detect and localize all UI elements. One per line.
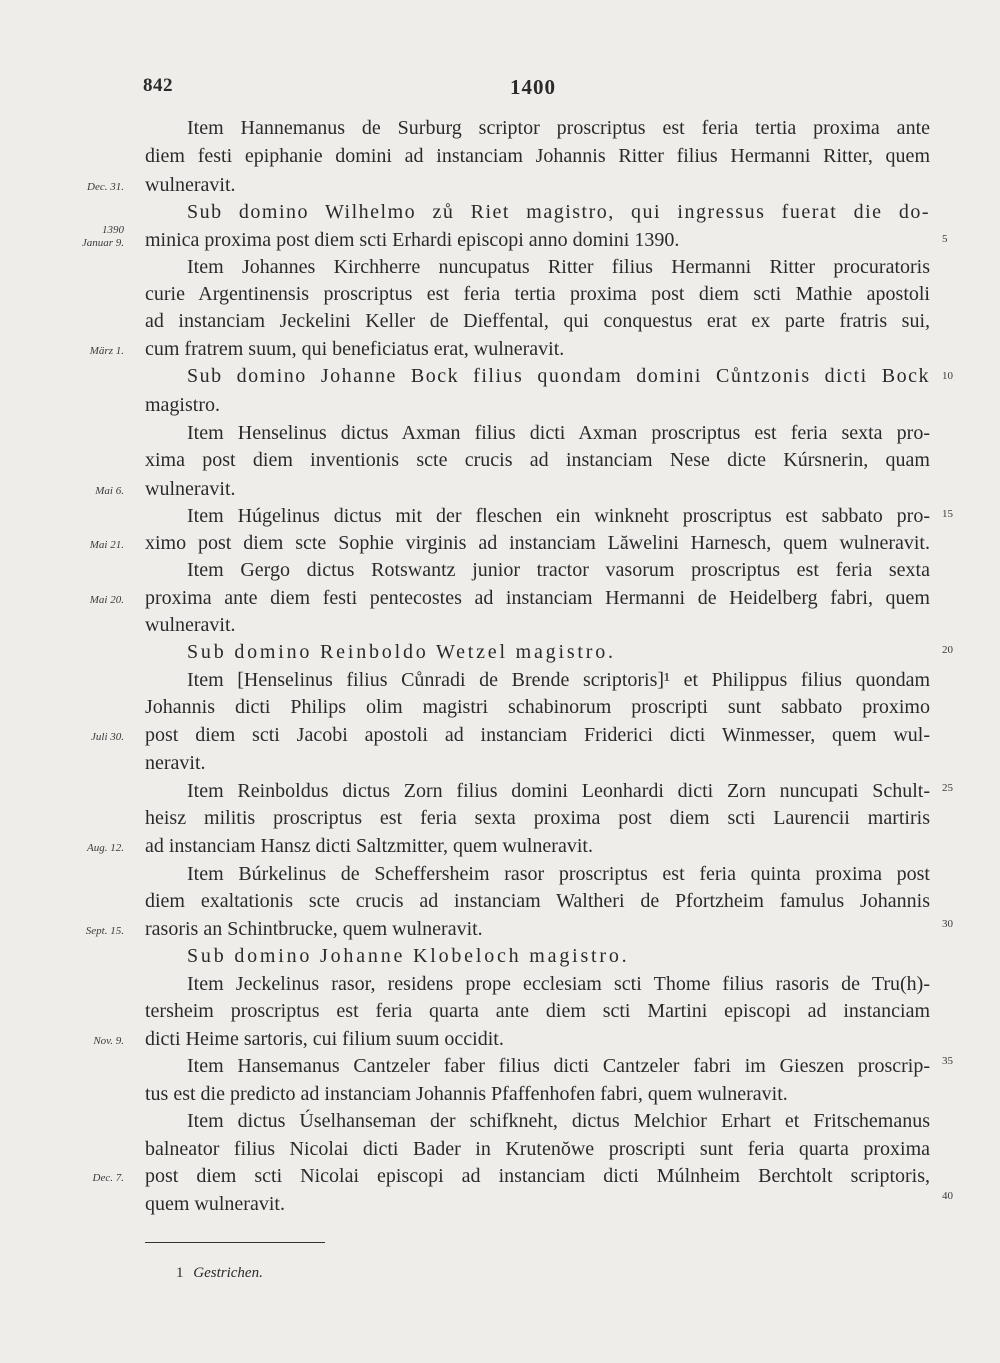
footnote-text: Gestrichen. [193, 1265, 263, 1281]
text-line: minica proxima post diem scti Erhardi episcopi anno domini 1390. [145, 229, 680, 251]
footnote-rule [145, 1242, 325, 1243]
text-line: Item dictus Úselhanseman der schifkneht, dictus Melchior Erhart et Fritschemanus [187, 1110, 930, 1132]
text-line: curie Argentinensis proscriptus est feria tertia proxima post diem scti Mathie apostoli [145, 283, 930, 305]
line-number: 25 [942, 782, 953, 794]
text-line: Item Húgelinus dictus mit der fleschen ein winkneht proscriptus est sabbato pro- [187, 505, 930, 527]
text-line: ad instanciam Hansz dicti Saltzmitter, quem wulneravit. [145, 835, 593, 857]
text-line: Item Gergo dictus Rotswantz junior tractor vasorum proscriptus est feria sexta [187, 559, 930, 581]
footnote [176, 1265, 263, 1282]
text-line: Item Johannes Kirchherre nuncupatus Ritter filius Hermanni Ritter procuratoris [187, 256, 930, 278]
margin-date: Aug. 12. [87, 842, 124, 854]
text-line: Item Reinboldus dictus Zorn filius domini Leonhardi dicti Zorn nuncupati Schult- [187, 780, 930, 802]
line-number: 40 [942, 1190, 953, 1202]
text-line: neravit. [145, 752, 206, 774]
text-line: post diem scti Jacobi apostoli ad instanciam Friderici dicti Winmesser, quem wul- [145, 724, 930, 746]
footnote-mark: 1 [176, 1265, 184, 1281]
text-line: wulneravit. [145, 478, 236, 500]
text-line: cum fratrem suum, qui beneficiatus erat, wulneravit. [145, 338, 565, 360]
text-line: diem exaltationis scte crucis ad instanciam Waltheri de Pfortzheim famulus Johannis [145, 890, 930, 912]
margin-date: Sept. 15. [85, 925, 124, 937]
text-line: proxima ante diem festi pentecostes ad instanciam Hermanni de Heidelberg fabri, quem [145, 587, 930, 609]
line-number: 20 [942, 644, 953, 656]
margin-date: Mai 20. [89, 594, 124, 606]
margin-date: Mai 6. [95, 485, 124, 497]
text-line: Item Hansemanus Cantzeler faber filius dicti Cantzeler fabri im Gieszen proscrip- [187, 1055, 930, 1077]
text-line: heisz militis proscriptus est feria sexta proxima post diem scti Laurencii martiris [145, 807, 930, 829]
text-line: ximo post diem scte Sophie virginis ad instanciam Lăwelini Harnesch, quem wulneravit. [145, 532, 930, 554]
margin-date: Juli 30. [91, 731, 124, 743]
text-line: tus est die predicto ad instanciam Johannis Pfaffenhofen fabri, quem wulneravit. [145, 1083, 788, 1105]
text-line: wulneravit. [145, 614, 236, 636]
page-number: 842 [143, 75, 173, 96]
text-line: magistro. [145, 394, 220, 416]
text-line: Item Hannemanus de Surburg scriptor proscriptus est feria tertia proxima ante [187, 117, 930, 139]
line-number: 5 [942, 233, 948, 245]
magistrate-heading: Sub domino Johanne Bock filius quondam domini Cůntzonis dicti Bock [187, 365, 930, 387]
text-line: quem wulneravit. [145, 1193, 285, 1215]
text-line: Item Jeckelinus rasor, residens prope ecclesiam scti Thome filius rasoris de Tru(h)- [187, 973, 930, 995]
margin-date: Nov. 9. [93, 1035, 124, 1047]
margin-date: Mai 21. [89, 539, 124, 551]
text-line: dicti Heime sartoris, cui filium suum occidit. [145, 1028, 504, 1050]
text-line: diem festi epiphanie domini ad instanciam Johannis Ritter filius Hermanni Ritter, quem [145, 145, 930, 167]
line-number: 10 [942, 370, 953, 382]
text-line: Item [Henselinus filius Cůnradi de Brende scriptoris]¹ et Philippus filius quondam [187, 669, 930, 691]
margin-date: Dec. 7. [92, 1172, 124, 1184]
margin-date: Januar 9. [81, 237, 124, 249]
margin-date: Dec. 31. [87, 181, 124, 193]
text-line: Item Búrkelinus de Scheffersheim rasor proscriptus est feria quinta proxima post [187, 863, 930, 885]
line-number: 15 [942, 508, 953, 520]
line-number: 30 [942, 918, 953, 930]
text-line: Item Henselinus dictus Axman filius dicti Axman proscriptus est feria sexta pro- [187, 422, 930, 444]
text-line: tersheim proscriptus est feria quarta ante diem scti Martini episcopi ad instanciam [145, 1000, 930, 1022]
running-header-year: 1400 [510, 75, 556, 99]
text-line: post diem scti Nicolai episcopi ad instanciam dicti Múlnheim Berchtolt scriptoris, [145, 1165, 930, 1187]
magistrate-heading: Sub domino Reinboldo Wetzel magistro. [187, 641, 616, 663]
margin-date: 1390 [102, 224, 124, 236]
text-line: ad instanciam Jeckelini Keller de Dieffental, qui conquestus erat ex parte fratris sui, [145, 310, 930, 332]
text-line: rasoris an Schintbrucke, quem wulneravit. [145, 918, 483, 940]
text-line: Johannis dicti Philips olim magistri schabinorum proscripti sunt sabbato proximo [145, 696, 930, 718]
magistrate-heading: Sub domino Johanne Klobeloch magistro. [187, 945, 630, 967]
line-number: 35 [942, 1055, 953, 1067]
text-line: wulneravit. [145, 174, 236, 196]
text-line: xima post diem inventionis scte crucis ad instanciam Nese dicte Kúrsnerin, quam [145, 449, 930, 471]
margin-date: März 1. [89, 345, 124, 357]
text-line: balneator filius Nicolai dicti Bader in Krutenŏwe proscripti sunt feria quarta proxima [145, 1138, 930, 1160]
magistrate-heading: Sub domino Wilhelmo zů Riet magistro, qui ingressus fuerat die do- [187, 201, 930, 223]
